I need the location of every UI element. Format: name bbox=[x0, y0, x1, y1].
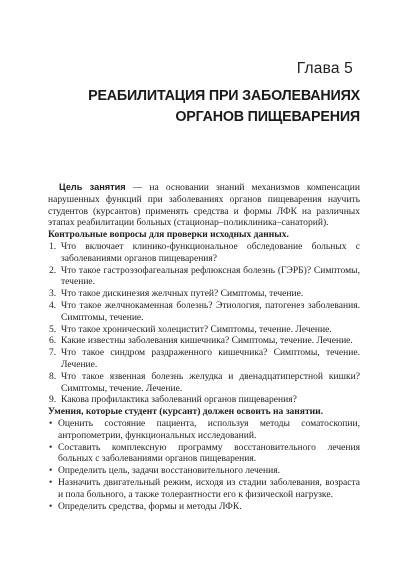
question-text: Что такое желчнокаменная болезнь? Этиология, патогенез заболевания. Симптомы, течение. bbox=[61, 299, 360, 323]
goal-label: Цель занятия bbox=[59, 182, 126, 192]
question-number: 7. bbox=[49, 347, 57, 359]
chapter-title-line: РЕАБИЛИТАЦИЯ ПРИ ЗАБОЛЕВАНИЯХ bbox=[88, 88, 360, 104]
skill-item: • Составить комплексную программу восстановительного лечения больных с заболеваниями органов пищеварения. bbox=[48, 442, 360, 466]
question-number: 1. bbox=[49, 240, 57, 252]
chapter-title-line: ОРГАНОВ ПИЩЕВАРЕНИЯ bbox=[175, 109, 360, 125]
question-text: Что такое гастроэзофагеальная рефлюксная болезнь (ГЭРБ)? Симптомы, течение. bbox=[61, 264, 360, 288]
question-text: Что такое хронический холецистит? Симптомы, течение. Лечение. bbox=[61, 323, 332, 335]
question-item bbox=[48, 288, 360, 300]
question-text: Что включает клинико-функциональное обследование больных с заболеваниями органов пищеварения? bbox=[61, 240, 360, 264]
goal-text: — на основании знаний механизмов компенсации нарушенных функций при заболеваниях органов пищеварения научить студентов (курсантов) применять средства и формы ЛФК на различных этапах реабилитации больных (стационар–поликлиника–санаторий). bbox=[48, 182, 360, 229]
question-item bbox=[48, 335, 360, 347]
skills-list bbox=[48, 418, 360, 512]
question-item bbox=[48, 300, 360, 324]
chapter-title bbox=[30, 86, 360, 128]
question-number: 8. bbox=[49, 370, 57, 382]
chapter-label: Глава 5 bbox=[296, 60, 353, 77]
question-text: Что такое дискинезия желчных путей? Симптомы, течение. bbox=[61, 288, 304, 300]
questions-heading: Контрольные вопросы для проверки исходных данных. bbox=[48, 229, 289, 241]
question-number: 3. bbox=[49, 288, 57, 300]
questions-list bbox=[48, 241, 360, 406]
question-number: 2. bbox=[49, 264, 57, 276]
question-text: Какова профилактика заболеваний органов пищеварения? bbox=[61, 394, 297, 406]
question-item bbox=[48, 371, 360, 395]
question-item bbox=[48, 265, 360, 289]
question-item bbox=[48, 241, 360, 265]
question-number: 9. bbox=[49, 394, 57, 406]
question-item bbox=[48, 347, 360, 371]
page-body bbox=[48, 182, 360, 512]
skill-item: • Оценить состояние пациента, используя методы соматоскопии, антропометрии, функциональных исследований. bbox=[48, 418, 360, 442]
question-number: 4. bbox=[49, 299, 57, 311]
question-item bbox=[48, 324, 360, 336]
goal-paragraph bbox=[48, 182, 360, 229]
question-text: Какие известны заболевания кишечника? Симптомы, течение. Лечение. bbox=[61, 335, 353, 347]
skills-heading: Умения, которые студент (курсант) должен освоить на занятии. bbox=[48, 406, 324, 418]
question-number: 6. bbox=[49, 335, 57, 347]
skill-item: • Назначить двигательный режим, исходя из стадии заболевания, возраста и пола больного, а также толерантности его к физической нагрузке. bbox=[48, 477, 360, 501]
question-number: 5. bbox=[49, 323, 57, 335]
question-text: Что такое синдром раздраженного кишечника? Симптомы, течение. Лечение. bbox=[61, 347, 360, 370]
skill-item: • Определить цель, задачи восстановительного лечения. bbox=[48, 465, 360, 477]
question-text: Что такое язвенная болезнь желудка и двенадцатиперстной кишки? Симптомы, течение. Лечение. bbox=[61, 370, 360, 394]
question-item bbox=[48, 394, 360, 406]
skill-item: • Определить средства, формы и методы ЛФК. bbox=[48, 501, 360, 513]
